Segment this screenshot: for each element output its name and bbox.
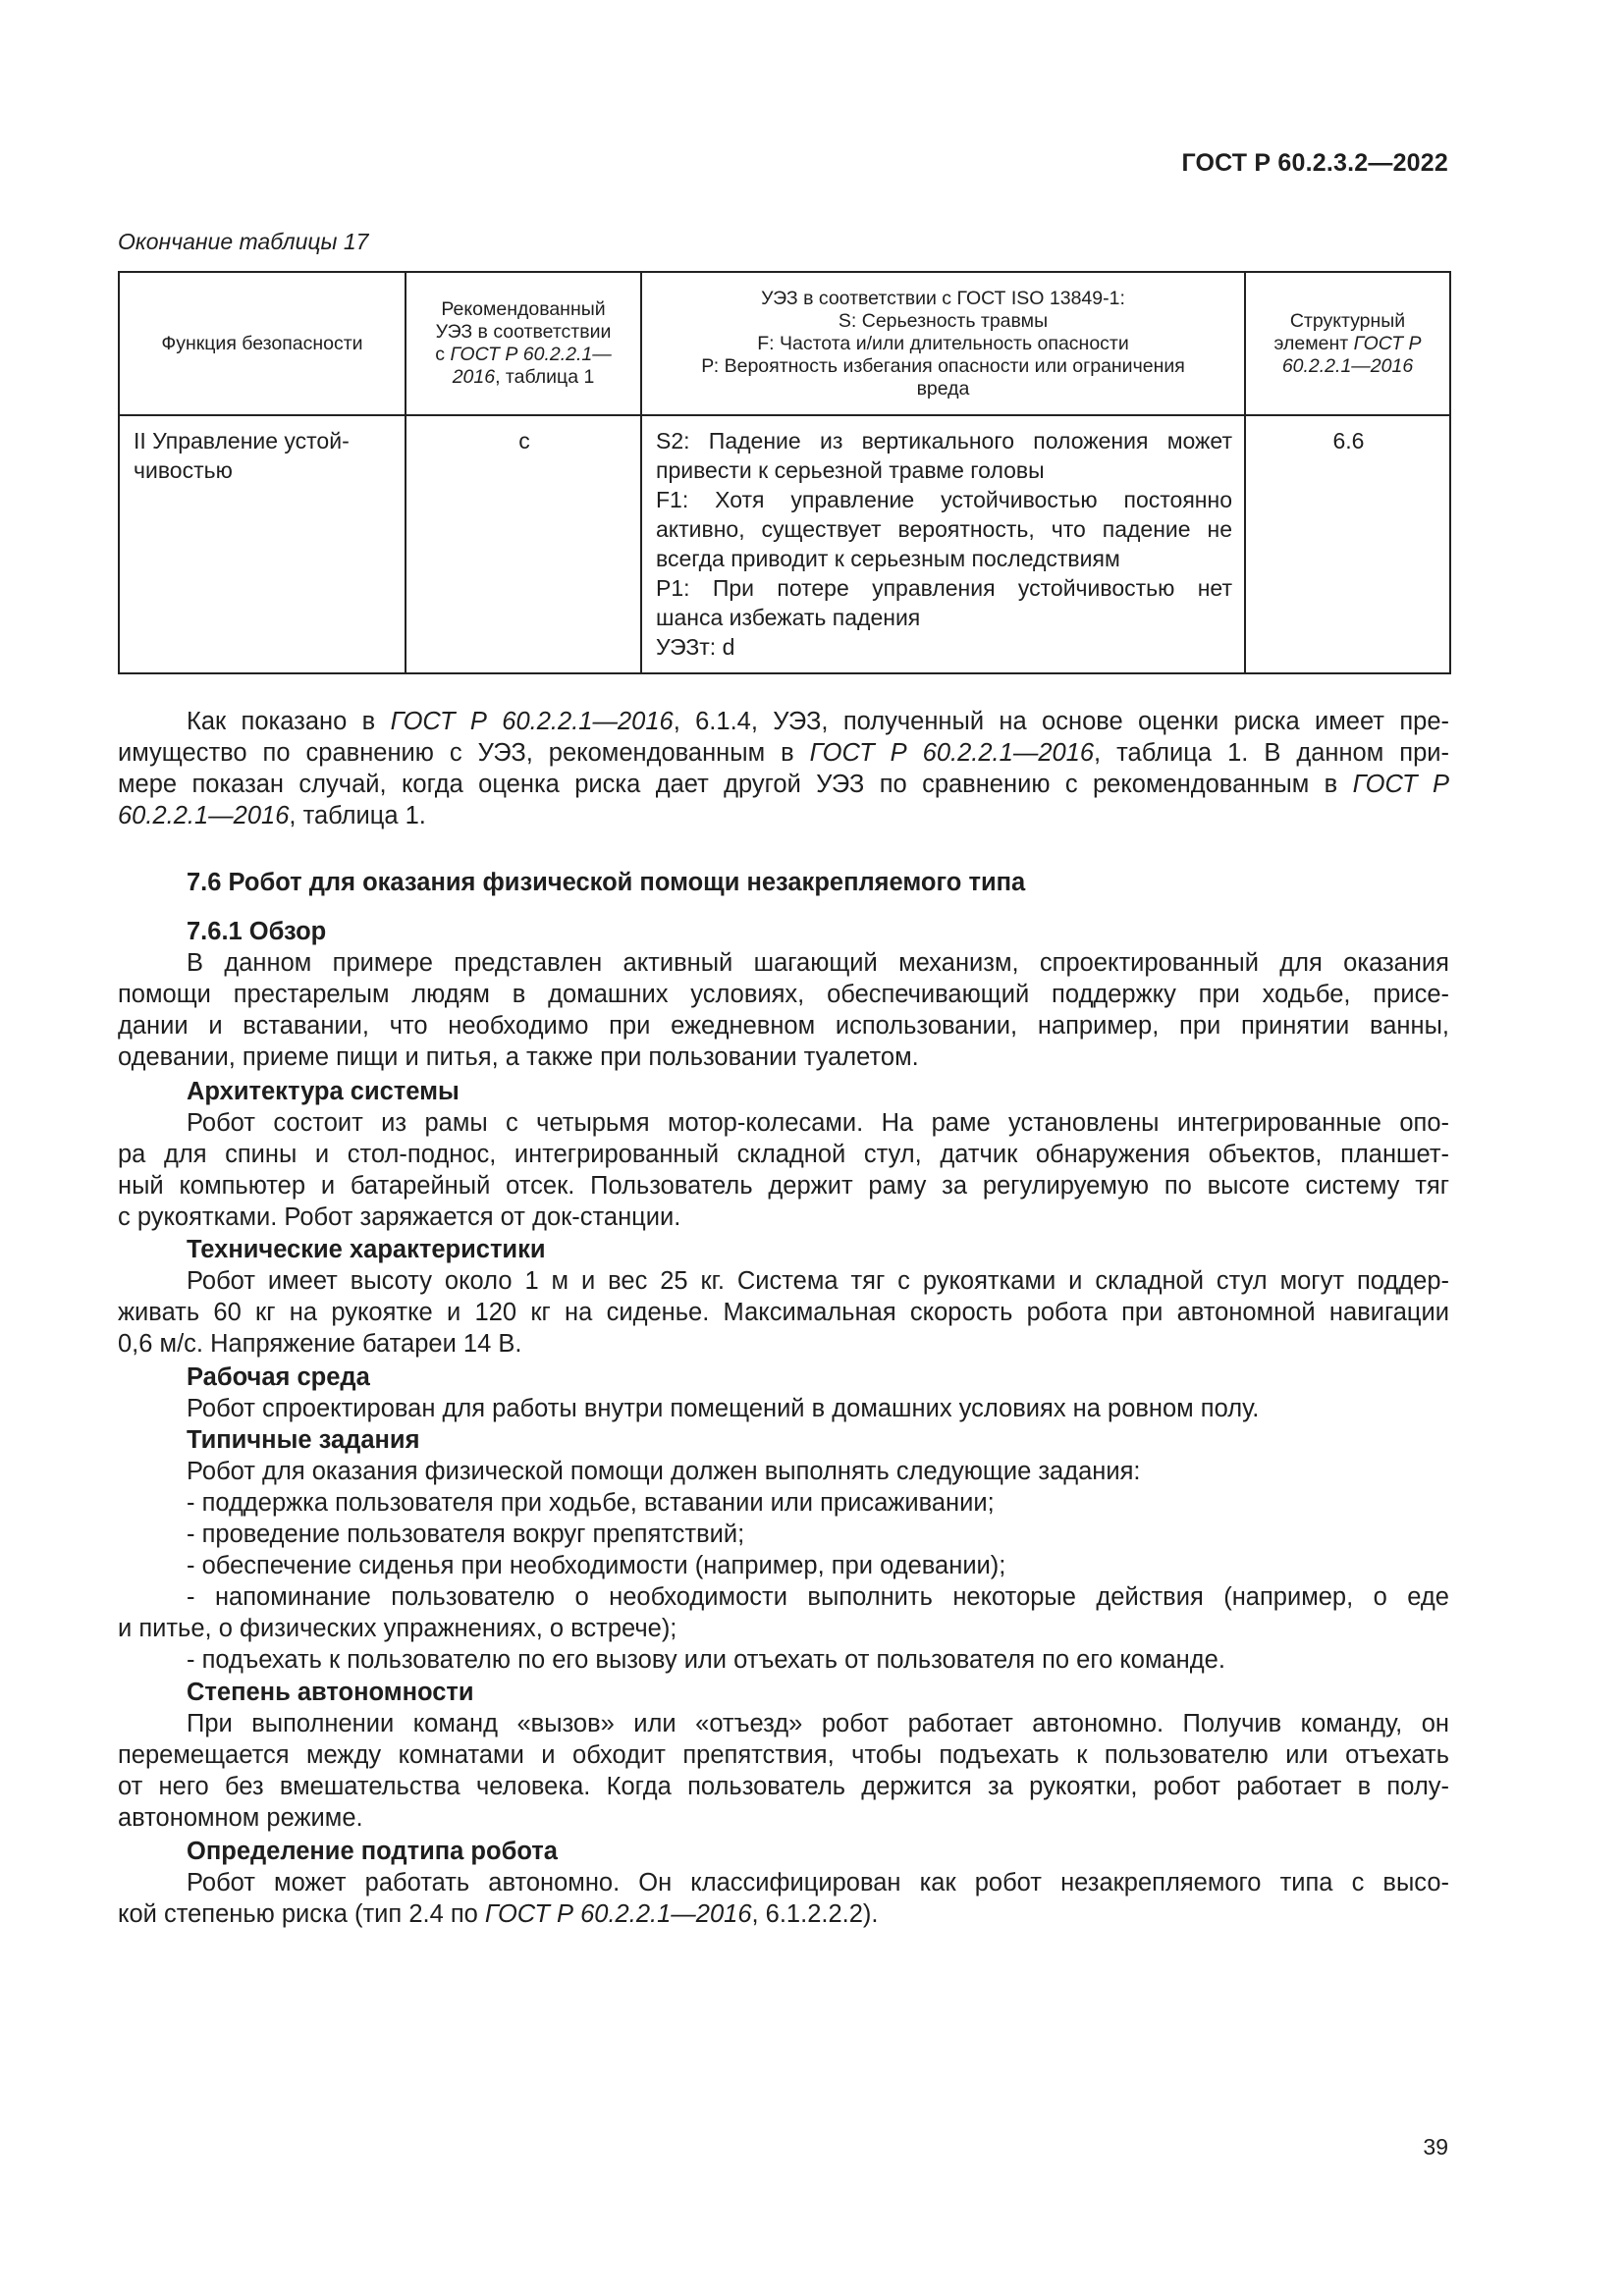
cell-recommended: c: [406, 415, 641, 673]
environment-title: Рабочая среда: [187, 1363, 370, 1391]
list-item: - проведение пользователя вокруг препятствий;: [187, 1521, 745, 1548]
environment-paragraph: Робот спроектирован для работы внутри помещений в домашних условиях на ровном полу.: [187, 1395, 1260, 1422]
cell-function: II Управление устой- чивостью: [119, 415, 406, 673]
subsection-title: 7.6.1 Обзор: [187, 918, 327, 945]
document-code: ГОСТ Р 60.2.3.2—2022: [1181, 149, 1448, 177]
list-item: - напоминание пользователю о необходимости выполнить некоторые действия (например, о еде: [187, 1583, 1449, 1611]
tech-specs-title: Технические характеристики: [187, 1236, 546, 1263]
header-recommended-pl: Рекомендованный УЭЗ в соответствии с ГОСТ Р 60.2.2.1— 2016, таблица 1: [406, 272, 641, 415]
section-title: 7.6 Робот для оказания физической помощи незакрепляемого типа: [187, 869, 1026, 896]
header-structural-element: Структурный элемент ГОСТ Р 60.2.2.1—2016: [1245, 272, 1450, 415]
cell-assessment: S2: Падение из вертикального положения может привести к серьезной травме головы F1: Хотя управление устойчивостью постоянно активно, существует вероятность, что падение не всегда приводит к серьезным последствиям P1: При потере управления устойчивостью нет шанса избежать падения УЭЗт: d: [641, 415, 1245, 673]
tasks-title: Типичные задания: [187, 1426, 420, 1454]
architecture-title: Архитектура системы: [187, 1078, 460, 1105]
list-item: - подъехать к пользователю по его вызову или отъехать от пользователя по его команде.: [187, 1646, 1225, 1674]
autonomy-title: Степень автономности: [187, 1679, 474, 1706]
subtype-title: Определение подтипа робота: [187, 1838, 558, 1865]
list-item: - поддержка пользователя при ходьбе, вставании или присаживании;: [187, 1489, 995, 1517]
page-number: 39: [1423, 2134, 1448, 2160]
table-row: [119, 415, 1450, 673]
architecture-paragraph: Робот состоит из рамы с четырьмя мотор-колесами. На раме установлены интегрированные опо- ра для спины и стол-поднос, интегрированный складной стул, датчик обнаружения объектов, планшет- ный компьютер и батарейный отсек. Пользователь держит раму за регулируемую по высоте систему тяг с рукоятками. Робот заряжается от док-станции.: [118, 1109, 1449, 1231]
header-safety-function: Функция безопасности: [119, 272, 406, 415]
cell-element: 6.6: [1245, 415, 1450, 673]
overview-paragraph: В данном примере представлен активный шагающий механизм, спроектированный для оказания помощи престарелым людям в домашних условиях, обеспечивающий поддержку при ходьбе, присе- дании и вставании, что необходимо при ежедневном использовании, например, при принятии ванны, одевании, приеме пищи и питья, а также при пользовании туалетом.: [118, 949, 1449, 1071]
paragraph-pl-comparison: Как показано в ГОСТ Р 60.2.2.1—2016, 6.1.4, УЭЗ, полученный на основе оценки риска имеет пре- имущество по сравнению с УЭЗ, рекомендованным в ГОСТ Р 60.2.2.1—2016, таблица 1. В данном при- мере показан случай, когда оценка риска дает другой УЭЗ по сравнению с рекомендованным в ГОСТ Р 60.2.2.1—2016, таблица 1.: [118, 708, 1450, 829]
autonomy-paragraph: При выполнении команд «вызов» или «отъезд» робот работает автономно. Получив команду, он перемещается между комнатами и обходит препятствия, чтобы подъехать к пользователю или отъехать от него без вмешательства человека. Когда пользователь держится за рукоятки, робот работает в полу- автономном режиме.: [118, 1710, 1449, 1832]
tech-specs-paragraph: Робот имеет высоту около 1 м и вес 25 кг. Система тяг с рукоятками и складной стул могут поддер- живать 60 кг на рукоятке и 120 кг на сиденье. Максимальная скорость робота при автономной навигации 0,6 м/с. Напряжение батареи 14 В.: [118, 1267, 1449, 1358]
tasks-list: Робот для оказания физической помощи должен выполнять следующие задания: - поддержка пользователя при ходьбе, вставании или присаживании; - проведение пользователя вокруг препятствий; - обеспечение сиденья при необходимости (например, при одевании); - напоминание пользователю о необходимости выполнить некоторые действия (например, о еде и питье, о физических упражнениях, о встрече); - подъехать к пользователю по его вызову или отъехать от пользователя по его команде.: [118, 1458, 1449, 1674]
list-item: - обеспечение сиденья при необходимости (например, при одевании);: [187, 1552, 1006, 1579]
header-pl-iso: УЭЗ в соответствии с ГОСТ ISO 13849-1: S: Серьезность травмы F: Частота и/или длительность опасности Р: Вероятность избегания опасности или ограничения вреда: [641, 272, 1245, 415]
table-caption: Окончание таблицы 17: [118, 229, 369, 254]
table-17: [118, 271, 1451, 674]
subtype-paragraph: Робот может работать автономно. Он классифицирован как робот незакрепляемого типа с высо- кой степенью риска (тип 2.4 по ГОСТ Р 60.2.2.1—2016, 6.1.2.2.2).: [118, 1869, 1449, 1928]
table-header-row: [119, 272, 1450, 415]
